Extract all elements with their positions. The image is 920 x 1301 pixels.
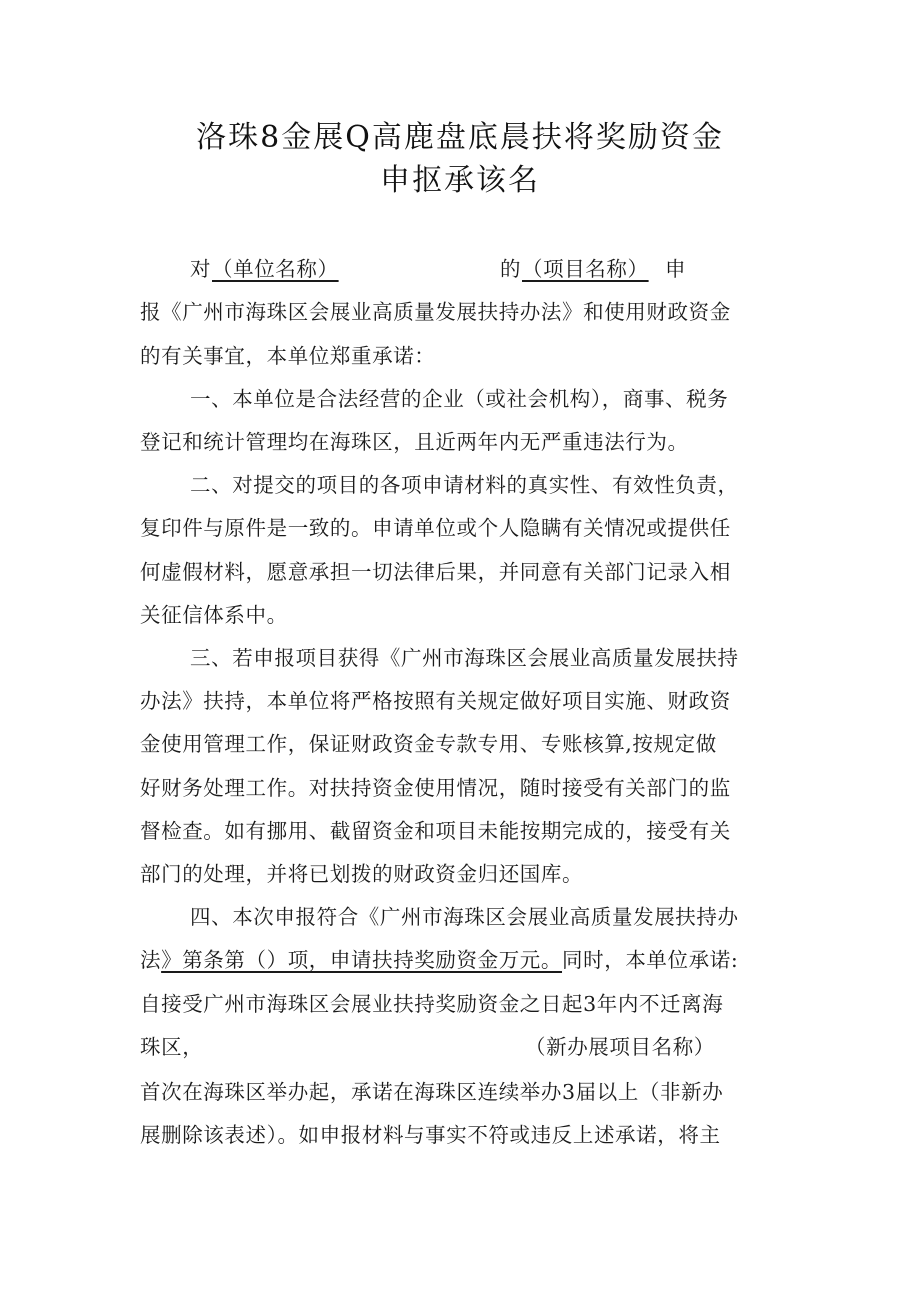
- clause-2-line: 何虚假材料，愿意承担一切法律后果，并同意有关部门记录入相: [140, 560, 731, 584]
- clause-4-text: 法: [140, 948, 162, 972]
- clause-2-line: 二、对提交的项目的各项申请材料的真实性、有效性负责，: [190, 473, 739, 497]
- clause-2-line: 复印件与原件是一致的。申请单位或个人隐瞒有关情况或提供任: [140, 516, 731, 540]
- clause-3-line: 好财务处理工作。对扶持资金使用情况，随时接受有关部门的监: [140, 776, 731, 800]
- document-title-line-1: 洛珠8金展Q高鹿盘底晨扶将奖励资金: [196, 120, 724, 155]
- new-exhibition-name-field: （新办展项目名称）: [525, 1035, 715, 1059]
- clause-4-line: 展删除该表述）。如申报材料与事实不符或违反上述承诺，将主: [140, 1123, 721, 1147]
- clause-1-line: 一、本单位是合法经营的企业（或社会机构），商事、税务: [190, 387, 729, 411]
- clause-3-line: 办法》扶持，本单位将严格按照有关规定做好项目实施、财政资: [140, 689, 731, 713]
- clause-1-line: 登记和统计管理均在海珠区，且近两年内无严重违法行为。: [140, 430, 689, 454]
- clause-4-line: 首次在海珠区举办起，承诺在海珠区连续举办3届以上（非新办: [140, 1080, 724, 1104]
- clause-3-line: 三、若申报项目获得《广州市海珠区会展业高质量发展扶持: [190, 646, 739, 670]
- unit-name-field: （单位名称）: [212, 257, 339, 281]
- clause-4-line: [140, 943, 738, 973]
- document-title-line-2: 申抠承该名: [380, 163, 540, 198]
- clause-3-line: 督检查。如有挪用、截留资金和项目未能按期完成的，接受有关: [140, 819, 731, 843]
- clause-3-line: 金使用管理工作，保证财政资金专款专用、专账核算,按规定做: [140, 732, 717, 756]
- clause-4-line: 四、本次申报符合《广州市海珠区会展业高质量发展扶持办: [190, 905, 739, 929]
- subsidy-amount-field: 》第条第（）项，申请扶持奖励资金万元。: [161, 948, 563, 972]
- body-line: 的有关事宜，本单位郑重承诺：: [140, 344, 436, 368]
- clause-4-text: 同时，本单位承诺:: [562, 948, 739, 972]
- clause-4-line: 自接受广州市海珠区会展业扶持奖励资金之日起3年内不迁离海: [140, 992, 724, 1016]
- intro-de: 的: [500, 257, 522, 281]
- project-name-field: （项目名称）: [522, 257, 649, 281]
- clause-4-text: 珠区，: [140, 1035, 204, 1059]
- clause-3-line: 部门的处理，并将已划拨的财政资金归还国库。: [140, 862, 584, 886]
- clause-2-line: 关征信体系中。: [140, 603, 288, 627]
- body-line: 报《广州市海珠区会展业高质量发展扶持办法》和使用财政资金: [140, 300, 731, 324]
- intro-dui: 对: [190, 257, 212, 281]
- intro-shen: 申: [665, 257, 687, 281]
